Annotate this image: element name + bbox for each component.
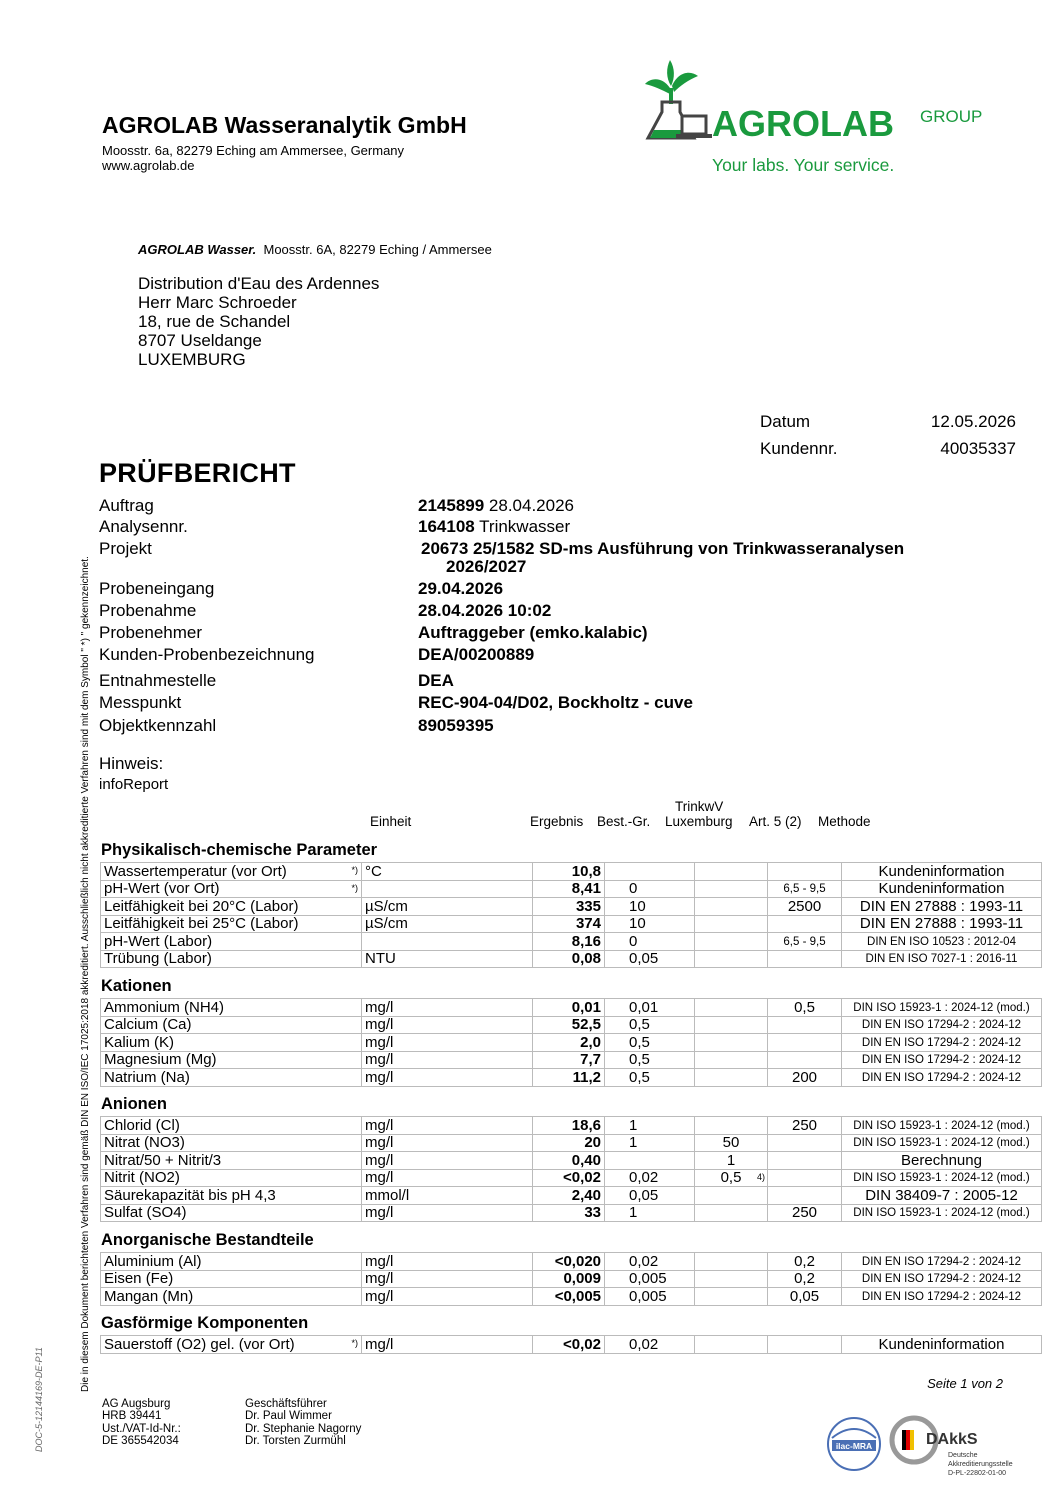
table-row [101, 1204, 1042, 1222]
object-id-label: Objektkennzahl [99, 716, 217, 735]
col-trinkwv-header: TrinkwV [675, 799, 724, 814]
art-cell [768, 1134, 842, 1152]
svg-text:D-PL-22802-01-00: D-PL-22802-01-00 [948, 1470, 1006, 1477]
method-cell: DIN ISO 15923-1 : 2024-12 (mod.) [842, 999, 1042, 1017]
customer-number-value: 40035337 [940, 439, 1016, 458]
footer-line: AG Augsburg [102, 1398, 171, 1410]
footer-line: Dr. Stephanie Nagorny [245, 1422, 362, 1435]
table-row [101, 1253, 1042, 1271]
parameter-name [101, 1069, 362, 1087]
section-title: Physikalisch-chemische Parameter [101, 841, 378, 859]
trinkwv-cell [695, 1270, 768, 1288]
trinkwv-cell [695, 1051, 768, 1069]
svg-text:Your labs. Your service.: Your labs. Your service. [712, 155, 895, 175]
trinkwv-cell [695, 1169, 768, 1187]
project-line-2: 2026/2027 [446, 557, 527, 576]
parameter-label: pH-Wert (Labor) [104, 932, 213, 950]
result-cell: 0,08 [533, 950, 605, 968]
col-result-header: Ergebnis [530, 814, 584, 829]
address-line: Moosstr. 6a, 82279 Eching am Ammersee, Germany [102, 143, 405, 158]
order-date: 28.04.2026 [488, 496, 575, 515]
trinkwv-cell [695, 950, 768, 968]
sender-name: AGROLAB Wasser. [138, 242, 257, 257]
unit-cell: mg/l [362, 1152, 533, 1170]
art-cell [768, 1016, 842, 1034]
parameter-label: Aluminium (Al) [104, 1252, 202, 1270]
recipient-line: 8707 Useldange [138, 331, 262, 350]
svg-text:GROUP: GROUP [920, 107, 983, 126]
measurement-point: REC-904-04/D02, Bockholtz - cuve [418, 693, 693, 712]
result-cell: <0,005 [533, 1288, 605, 1306]
method-cell: DIN ISO 15923-1 : 2024-12 (mod.) [842, 1134, 1042, 1152]
table-row [101, 1187, 1042, 1205]
result-cell: <0,020 [533, 1253, 605, 1271]
footer-line: Dr. Torsten Zurmühl [245, 1434, 346, 1447]
col-limit-header: Best.-Gr. [597, 814, 651, 829]
table-row [101, 1288, 1042, 1306]
table-row [101, 1051, 1042, 1069]
parameter-label: Magnesium (Mg) [104, 1051, 217, 1068]
section-title: Anorganische Bestandteile [101, 1231, 314, 1249]
parameter-label: Sulfat (SO4) [104, 1204, 187, 1221]
unit-cell: mg/l [362, 1117, 533, 1135]
art-cell: 200 [768, 1069, 842, 1087]
footnote-mark: *) [351, 865, 358, 875]
art-cell [768, 863, 842, 881]
trinkwv-cell [695, 1204, 768, 1222]
art-cell: 0,5 [768, 999, 842, 1017]
art-cell [768, 1051, 842, 1069]
recipient-line: Distribution d'Eau des Ardennes [138, 274, 380, 293]
unit-cell: mg/l [362, 1069, 533, 1087]
trinkwv-cell [695, 1253, 768, 1271]
unit-cell: NTU [362, 950, 533, 968]
footer-line: Dr. Paul Wimmer [245, 1410, 332, 1423]
measurement-point-label: Messpunkt [99, 693, 182, 712]
method-cell: DIN ISO 15923-1 : 2024-12 (mod.) [842, 1169, 1042, 1187]
table-row [101, 880, 1042, 898]
table-row [101, 950, 1042, 968]
table-row [101, 1016, 1042, 1034]
footer-line: DE 365542034 [102, 1434, 179, 1447]
parameter-name [101, 1253, 362, 1271]
parameter-name [101, 880, 362, 898]
col-unit-header: Einheit [370, 814, 412, 829]
recipient-line: 18, rue de Schandel [138, 312, 291, 331]
table-row [101, 1152, 1042, 1170]
parameter-name [101, 950, 362, 968]
unit-cell [362, 880, 533, 898]
art-cell: 0,2 [768, 1253, 842, 1271]
result-cell: 374 [533, 915, 605, 933]
trinkwv-cell [695, 1336, 768, 1354]
parameter-name [101, 1152, 362, 1170]
limit-cell: 1 [605, 1204, 695, 1222]
method-cell: DIN ISO 15923-1 : 2024-12 (mod.) [842, 1204, 1042, 1222]
table-row [101, 1134, 1042, 1152]
limit-cell: 10 [605, 898, 695, 916]
svg-text:AGROLAB: AGROLAB [712, 103, 894, 144]
table-row [101, 999, 1042, 1017]
svg-text:DAkkS: DAkkS [926, 1431, 978, 1448]
unit-cell: °C [362, 863, 533, 881]
customer-sample-value [418, 645, 534, 665]
art-cell: 250 [768, 1117, 842, 1135]
trinkwv-cell [695, 1152, 768, 1170]
unit-cell [362, 933, 533, 951]
unit-cell: mg/l [362, 999, 533, 1017]
footnote-mark: 4) [756, 1171, 765, 1182]
object-id: 89059395 [418, 716, 494, 735]
ilac-mra-icon [828, 1418, 880, 1470]
limit-cell: 0,005 [605, 1288, 695, 1306]
parameter-label: Calcium (Ca) [104, 1016, 192, 1033]
website-line: www.agrolab.de [102, 158, 195, 173]
limit-cell: 0,01 [605, 999, 695, 1017]
sampler-name: Auftraggeber (emko.kalabic) [418, 623, 648, 642]
accreditation-logos [826, 1408, 1031, 1488]
sampling-point-value [418, 671, 454, 691]
limit-cell: 0,5 [605, 1051, 695, 1069]
svg-text:Deutsche: Deutsche [948, 1452, 978, 1459]
parameter-label: Mangan (Mn) [104, 1287, 194, 1305]
footer-line: Geschäftsführer [245, 1398, 327, 1410]
project-value [421, 539, 904, 577]
result-cell: 0,009 [533, 1270, 605, 1288]
art-cell [768, 1336, 842, 1354]
company-address [102, 143, 404, 173]
project-line-1: 20673 25/1582 SD-ms Ausführung von Trinkwasseranalysen [421, 539, 905, 558]
limit-cell: 0,005 [605, 1270, 695, 1288]
result-cell: 0,40 [533, 1152, 605, 1170]
project-label: Projekt [99, 539, 152, 558]
parameter-label: Chlorid (Cl) [104, 1116, 180, 1134]
art-cell: 250 [768, 1204, 842, 1222]
unit-cell: mg/l [362, 1253, 533, 1271]
parameter-label: Leitfähigkeit bei 20°C (Labor) [104, 897, 299, 915]
analysis-number: 164108 [418, 517, 475, 536]
parameter-name [101, 1288, 362, 1306]
trinkwv-cell [695, 1016, 768, 1034]
limit-cell: 0,02 [605, 1253, 695, 1271]
customer-number-label: Kundennr. [760, 439, 838, 458]
parameter-label: Trübung (Labor) [104, 950, 212, 967]
parameter-label: Leitfähigkeit bei 25°C (Labor) [104, 915, 299, 932]
trinkwv-cell [695, 1187, 768, 1205]
parameter-name [101, 1016, 362, 1034]
page-number: Seite 1 von 2 [927, 1376, 1003, 1391]
limit-cell: 0 [605, 933, 695, 951]
result-cell: 20 [533, 1134, 605, 1152]
art-cell [768, 1169, 842, 1187]
parameter-name [101, 1051, 362, 1069]
parameter-name [101, 1270, 362, 1288]
art-cell [768, 950, 842, 968]
result-cell: 7,7 [533, 1051, 605, 1069]
result-cell: 8,16 [533, 933, 605, 951]
footer-line: HRB 39441 [102, 1410, 162, 1423]
parameter-name [101, 1187, 362, 1205]
result-cell: 335 [533, 898, 605, 916]
sender-line [138, 242, 492, 257]
report-title: PRÜFBERICHT [99, 458, 296, 488]
method-cell: Berechnung [842, 1152, 1042, 1170]
art-cell: 6,5 - 9,5 [768, 933, 842, 951]
table-inorganic [100, 1252, 1042, 1306]
parameter-label: Kalium (K) [104, 1033, 175, 1051]
table-row [101, 1336, 1042, 1354]
limit-cell: 1 [605, 1134, 695, 1152]
trinkwv-cell [695, 1034, 768, 1052]
order-number: 2145899 [418, 496, 485, 515]
result-cell: <0,02 [533, 1169, 605, 1187]
trinkwv-cell [695, 1288, 768, 1306]
trinkwv-value: 50 [722, 1134, 740, 1151]
parameter-name [101, 1134, 362, 1152]
recipient-line: LUXEMBURG [138, 350, 246, 369]
sender-address: Moosstr. 6A, 82279 Eching / Ammersee [263, 242, 492, 257]
parameter-name [101, 915, 362, 933]
limit-cell: 1 [605, 1117, 695, 1135]
col-method-header: Methode [818, 814, 871, 829]
unit-cell: mg/l [362, 1288, 533, 1306]
parameter-name [101, 863, 362, 881]
limit-cell: 0,5 [605, 1016, 695, 1034]
note-label: Hinweis: [99, 754, 164, 773]
method-cell: DIN EN ISO 17294-2 : 2024-12 [842, 1270, 1042, 1288]
parameter-label: Wassertemperatur (vor Ort) [104, 862, 287, 880]
method-cell: DIN EN ISO 17294-2 : 2024-12 [842, 1069, 1042, 1087]
table-row [101, 898, 1042, 916]
parameter-label: Sauerstoff (O2) gel. (vor Ort) [104, 1335, 295, 1353]
table-row [101, 863, 1042, 881]
method-cell: DIN EN ISO 17294-2 : 2024-12 [842, 1253, 1042, 1271]
footer-line: Ust./VAT-Id-Nr.: [102, 1422, 181, 1435]
art-cell: 2500 [768, 898, 842, 916]
parameter-name [101, 1117, 362, 1135]
sampling-value [418, 601, 551, 621]
sampler-value [418, 623, 648, 643]
parameter-label: Nitrat (NO3) [104, 1134, 185, 1151]
parameter-label: Natrium (Na) [104, 1068, 190, 1086]
method-cell: DIN EN ISO 17294-2 : 2024-12 [842, 1016, 1042, 1034]
method-cell: Kundeninformation [842, 880, 1042, 898]
table-row [101, 1117, 1042, 1135]
unit-cell: mg/l [362, 1336, 533, 1354]
agrolab-logo [640, 58, 1010, 178]
trinkwv-cell [695, 880, 768, 898]
analysis-value [418, 517, 570, 537]
table-gaseous [100, 1335, 1042, 1354]
table-row [101, 1270, 1042, 1288]
result-cell: 52,5 [533, 1016, 605, 1034]
trinkwv-cell [695, 1117, 768, 1135]
trinkwv-cell [695, 898, 768, 916]
date-value: 12.05.2026 [930, 412, 1016, 431]
measurement-point-value [418, 693, 693, 713]
order-label: Auftrag [99, 496, 154, 515]
parameter-label: Säurekapazität bis pH 4,3 [104, 1186, 276, 1204]
result-cell: 8,41 [533, 880, 605, 898]
unit-cell: mmol/l [362, 1187, 533, 1205]
section-title: Anionen [101, 1095, 167, 1113]
result-cell: 33 [533, 1204, 605, 1222]
parameter-label: pH-Wert (vor Ort) [104, 880, 220, 897]
accreditation-note: Die in diesem Dokument berichteten Verfahren sind gemäß DIN EN ISO/IEC 17025:2018 akkreditiert. Ausschließlich nicht akkreditierte Verfahren sind mit dem Symbol " *) " gekennzeichnet. [80, 556, 91, 1392]
limit-cell [605, 1152, 695, 1170]
art-cell: 6,5 - 9,5 [768, 880, 842, 898]
parameter-name [101, 1169, 362, 1187]
limit-cell: 0,02 [605, 1169, 695, 1187]
method-cell: DIN EN 27888 : 1993-11 [842, 915, 1042, 933]
art-cell: 0,05 [768, 1288, 842, 1306]
unit-cell: mg/l [362, 1270, 533, 1288]
receipt-value [418, 579, 503, 599]
section-title: Kationen [101, 977, 172, 995]
method-cell: Kundeninformation [842, 1336, 1042, 1354]
limit-cell: 10 [605, 915, 695, 933]
method-cell: DIN EN ISO 10523 : 2012-04 [842, 933, 1042, 951]
date-label: Datum [760, 412, 811, 431]
analysis-type: Trinkwasser [479, 517, 571, 536]
parameter-name [101, 1204, 362, 1222]
method-cell: DIN EN ISO 7027-1 : 2016-11 [842, 950, 1042, 968]
result-cell: 0,01 [533, 999, 605, 1017]
unit-cell: mg/l [362, 1016, 533, 1034]
trinkwv-cell [695, 933, 768, 951]
table-row [101, 1169, 1042, 1187]
parameter-name [101, 933, 362, 951]
col-art-header: Art. 5 (2) [749, 814, 802, 829]
limit-cell [605, 863, 695, 881]
svg-text:Akkreditierungsstelle: Akkreditierungsstelle [948, 1461, 1013, 1468]
flask-plant-icon [645, 60, 712, 138]
method-cell: DIN EN ISO 17294-2 : 2024-12 [842, 1288, 1042, 1306]
art-cell [768, 1152, 842, 1170]
limit-cell: 0,05 [605, 1187, 695, 1205]
footnote-mark: *) [351, 882, 358, 893]
table-row [101, 933, 1042, 951]
customer-sample-id: DEA/00200889 [418, 645, 535, 664]
dakks-icon [892, 1418, 1013, 1477]
unit-cell: mg/l [362, 1034, 533, 1052]
art-cell [768, 915, 842, 933]
recipient-line: Herr Marc Schroeder [138, 293, 297, 312]
footnote-mark: *) [351, 1338, 358, 1348]
table-cations [100, 998, 1042, 1087]
limit-cell: 0,05 [605, 950, 695, 968]
result-cell: 10,8 [533, 863, 605, 881]
art-cell [768, 1034, 842, 1052]
section-title: Gasförmige Komponenten [101, 1314, 309, 1332]
method-cell: DIN EN 27888 : 1993-11 [842, 898, 1042, 916]
parameter-name [101, 898, 362, 916]
table-physical [100, 862, 1042, 968]
analysis-label: Analysennr. [99, 517, 188, 536]
table-row [101, 915, 1042, 933]
limit-cell: 0,5 [605, 1069, 695, 1087]
method-cell: DIN ISO 15923-1 : 2024-12 (mod.) [842, 1117, 1042, 1135]
parameter-name [101, 1336, 362, 1354]
parameter-name [101, 1034, 362, 1052]
parameter-label: Eisen (Fe) [104, 1270, 174, 1287]
object-id-value [418, 716, 494, 736]
table-row [101, 1034, 1042, 1052]
unit-cell: mg/l [362, 1169, 533, 1187]
sampling-point-label: Entnahmestelle [99, 671, 217, 690]
method-cell: DIN EN ISO 17294-2 : 2024-12 [842, 1051, 1042, 1069]
receipt-label: Probeneingang [99, 579, 215, 598]
parameter-label: Nitrit (NO2) [104, 1169, 180, 1186]
unit-cell: µS/cm [362, 915, 533, 933]
result-cell: 2,0 [533, 1034, 605, 1052]
trinkwv-value: 1 [726, 1151, 736, 1169]
sampling-date: 28.04.2026 10:02 [418, 601, 552, 620]
limit-cell: 0,02 [605, 1336, 695, 1354]
recipient-address [138, 274, 379, 369]
unit-cell: mg/l [362, 1051, 533, 1069]
unit-cell: mg/l [362, 1134, 533, 1152]
table-anions [100, 1116, 1042, 1222]
trinkwv-cell [695, 1069, 768, 1087]
unit-cell: mg/l [362, 1204, 533, 1222]
order-value [418, 496, 574, 516]
trinkwv-cell [695, 863, 768, 881]
info-report: infoReport [99, 776, 169, 793]
parameter-label: Ammonium (NH4) [104, 998, 225, 1016]
unit-cell: µS/cm [362, 898, 533, 916]
result-cell: <0,02 [533, 1336, 605, 1354]
trinkwv-cell [695, 1134, 768, 1152]
parameter-label: Nitrat/50 + Nitrit/3 [104, 1151, 222, 1169]
document-code: DOC-5-12144169-DE-P11 [34, 1347, 44, 1452]
result-cell: 2,40 [533, 1187, 605, 1205]
result-cell: 11,2 [533, 1069, 605, 1087]
method-cell: DIN EN ISO 17294-2 : 2024-12 [842, 1034, 1042, 1052]
art-cell: 0,2 [768, 1270, 842, 1288]
method-cell: DIN 38409-7 : 2005-12 [842, 1187, 1042, 1205]
limit-cell: 0 [605, 880, 695, 898]
trinkwv-cell [695, 999, 768, 1017]
result-cell: 18,6 [533, 1117, 605, 1135]
customer-sample-label: Kunden-Probenbezeichnung [99, 645, 315, 664]
table-row [101, 1069, 1042, 1087]
footer-registry [102, 1398, 181, 1447]
method-cell: Kundeninformation [842, 863, 1042, 881]
art-cell [768, 1187, 842, 1205]
company-name: AGROLAB Wasseranalytik GmbH [102, 112, 467, 138]
parameter-name [101, 999, 362, 1017]
trinkwv-value: 0,5 [720, 1169, 742, 1186]
receipt-date: 29.04.2026 [418, 579, 504, 598]
sampling-point: DEA [418, 671, 454, 690]
limit-cell: 0,5 [605, 1034, 695, 1052]
sampling-label: Probenahme [99, 601, 197, 620]
trinkwv-cell [695, 915, 768, 933]
footer-managers [245, 1398, 361, 1447]
sampler-label: Probenehmer [99, 623, 203, 642]
col-luxemburg-header: Luxemburg [665, 814, 733, 829]
svg-text:ilac-MRA: ilac-MRA [835, 1441, 873, 1451]
